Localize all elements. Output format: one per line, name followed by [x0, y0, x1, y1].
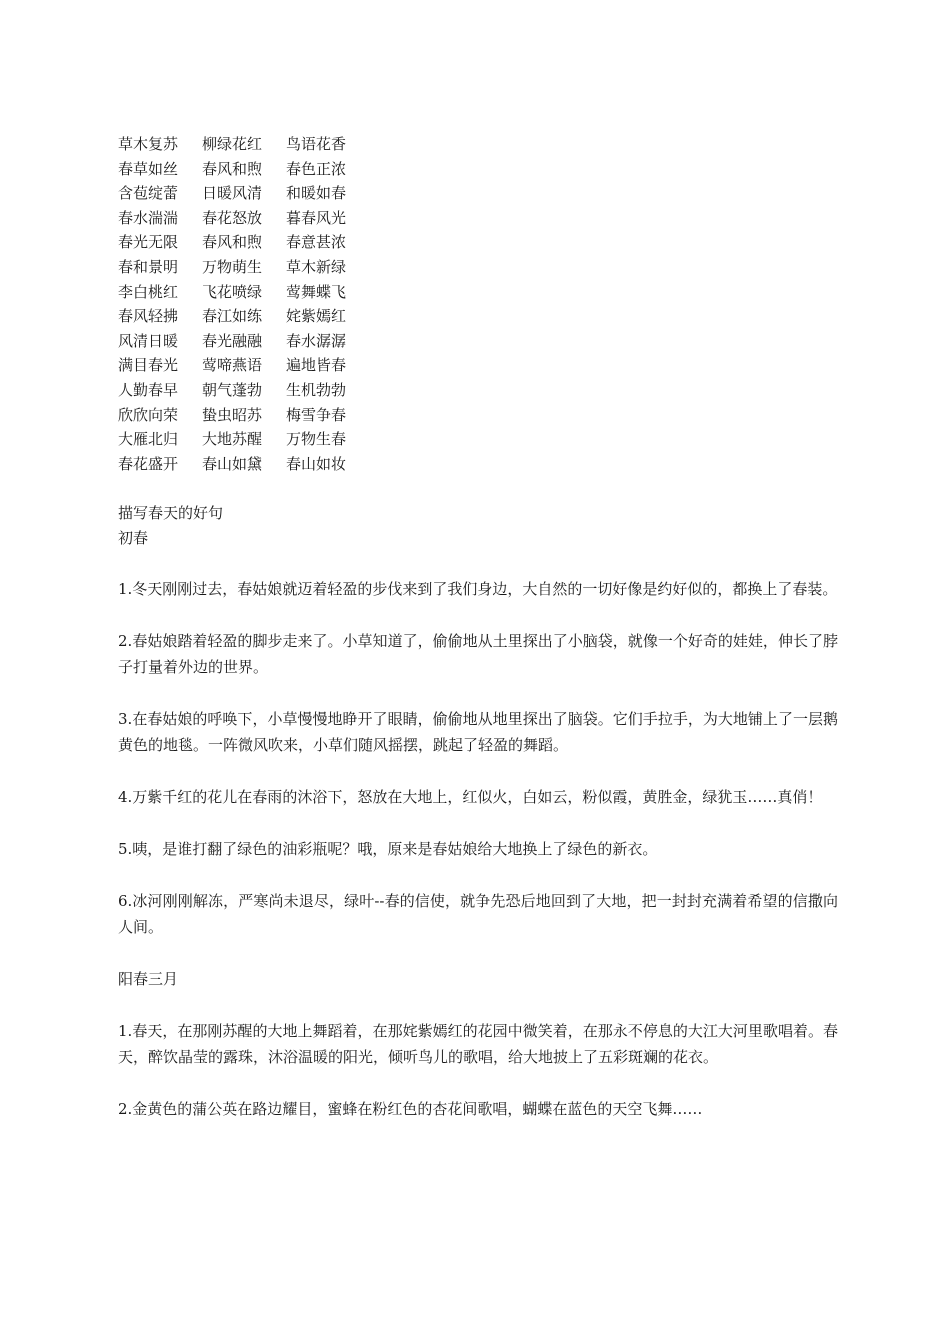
word: 李白桃红	[118, 282, 179, 301]
word: 梅雪争春	[286, 405, 347, 424]
sentence-item: 1.春天，在那刚苏醒的大地上舞蹈着，在那姹紫嫣红的花园中微笑着，在那永不停息的大江大河里歌唱着。春天，醉饮晶莹的露珠，沐浴温暖的阳光，倾听鸟儿的歌唱，给大地披上了五彩斑斓的花衣。	[118, 1022, 838, 1067]
word: 春花盛开	[118, 454, 179, 473]
word: 风清日暖	[118, 331, 179, 350]
word: 春意甚浓	[286, 233, 347, 252]
word: 柳绿花红	[202, 135, 263, 153]
sentence-item: 3.在春姑娘的呼唤下，小草慢慢地睁开了眼睛，偷偷地从地里探出了脑袋。它们手拉手，为大地铺上了一层鹅黄色的地毯。一阵微风吹来，小草们随风摇摆，跳起了轻盈的舞蹈。	[118, 710, 838, 755]
word: 万物生春	[286, 430, 347, 449]
document-page	[118, 132, 838, 1122]
word: 鸟语花香	[286, 135, 347, 153]
word: 含苞绽蕾	[118, 184, 179, 203]
word: 春山如妆	[286, 454, 347, 473]
subsection-title-early-spring: 初春	[118, 528, 149, 547]
word: 人勤春早	[118, 380, 179, 399]
word-row	[118, 206, 838, 231]
word: 莺啼燕语	[202, 356, 263, 375]
sentence-item: 4.万紫千红的花儿在春雨的沐浴下，怒放在大地上，红似火，白如云，粉似霞，黄胜金，绿犹玉……真俏！	[118, 788, 823, 807]
word: 大雁北归	[118, 430, 179, 449]
word: 春水湍湍	[118, 208, 179, 227]
word: 春风和煦	[202, 233, 263, 252]
word-row	[118, 329, 838, 354]
word: 朝气蓬勃	[202, 380, 263, 399]
word: 日暖风清	[202, 184, 263, 203]
subsection-title-march-spring: 阳春三月	[118, 970, 179, 989]
sentence-item: 1.冬天刚刚过去，春姑娘就迈着轻盈的步伐来到了我们身边，大自然的一切好像是约好似的，都换上了春装。	[118, 580, 838, 599]
section-title: 描写春天的好句	[118, 503, 224, 522]
word-row	[118, 403, 838, 428]
word-row	[118, 378, 838, 403]
word-row	[118, 427, 838, 452]
word: 春色正浓	[286, 159, 347, 178]
word-row	[118, 255, 838, 280]
word-row	[118, 304, 838, 329]
word: 春和景明	[118, 257, 179, 276]
word: 蛰虫昭苏	[202, 405, 263, 424]
word: 暮春风光	[286, 208, 347, 227]
word: 春草如丝	[118, 159, 179, 178]
word: 姹紫嫣红	[286, 307, 347, 326]
word-row	[118, 353, 838, 378]
word-row	[118, 230, 838, 255]
word: 满目春光	[118, 356, 179, 375]
word: 春山如黛	[202, 454, 263, 473]
word: 春水潺潺	[286, 331, 347, 350]
word-row	[118, 280, 838, 305]
word: 莺舞蝶飞	[286, 282, 347, 301]
sentence-item: 2.金黄色的蒲公英在路边耀目，蜜蜂在粉红色的杏花间歌唱，蝴蝶在蓝色的天空飞舞……	[118, 1100, 703, 1119]
word: 春光无限	[118, 233, 179, 252]
word: 大地苏醒	[202, 430, 263, 449]
word-row	[118, 132, 838, 157]
word: 春花怒放	[202, 208, 263, 227]
sentence-item: 6.冰河刚刚解冻，严寒尚未退尽，绿叶--春的信使，就争先恐后地回到了大地，把一封封充满着希望的信撒向人间。	[118, 892, 838, 937]
word: 草木新绿	[286, 257, 347, 276]
sentence-item: 5.咦，是谁打翻了绿色的油彩瓶呢？哦，原来是春姑娘给大地换上了绿色的新衣。	[118, 840, 658, 859]
word: 春风和煦	[202, 159, 263, 178]
word-row	[118, 181, 838, 206]
word: 草木复苏	[118, 135, 179, 153]
word: 春江如练	[202, 307, 263, 326]
word: 春风轻拂	[118, 307, 179, 326]
word: 飞花喷绿	[202, 282, 263, 301]
word-row	[118, 452, 838, 477]
sentence-item: 2.春姑娘踏着轻盈的脚步走来了。小草知道了，偷偷地从土里探出了小脑袋，就像一个好奇的娃娃，伸长了脖子打量着外边的世界。	[118, 632, 838, 677]
word: 万物萌生	[202, 257, 263, 276]
spring-word-list	[118, 132, 838, 476]
word: 欣欣向荣	[118, 405, 179, 424]
word-row	[118, 157, 838, 182]
word: 遍地皆春	[286, 356, 347, 375]
word: 生机勃勃	[286, 380, 347, 399]
word: 和暖如春	[286, 184, 347, 203]
word: 春光融融	[202, 331, 263, 350]
